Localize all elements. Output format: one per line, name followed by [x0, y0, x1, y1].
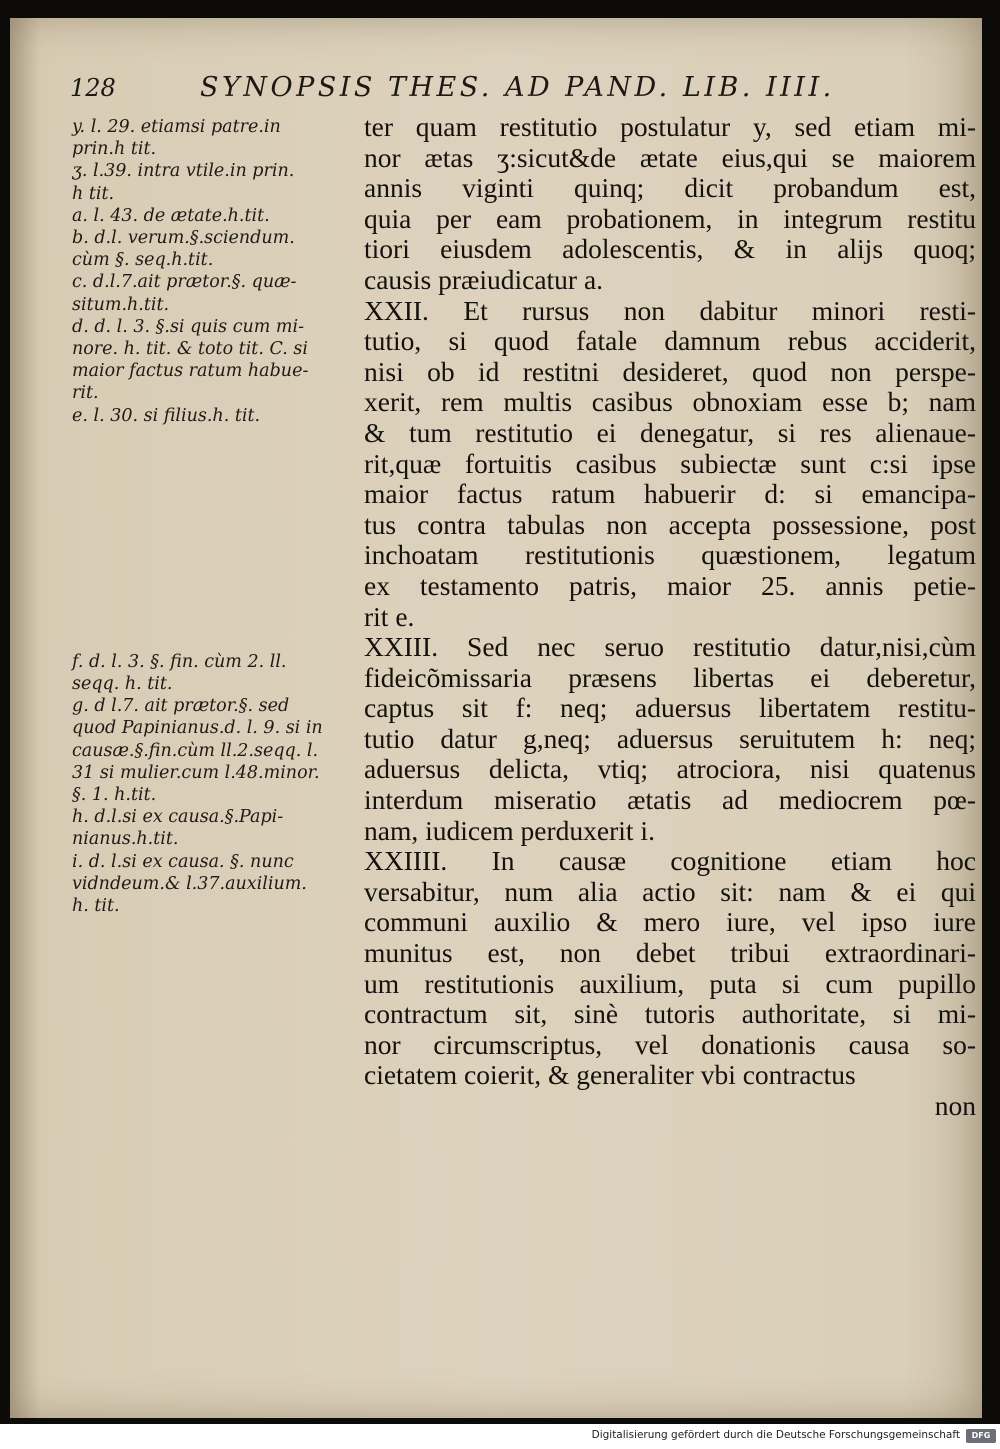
- text-line: nam, iudicem perduxerit i.: [364, 814, 655, 846]
- text-line: ex testamento patris, maior 25. annis petie-: [364, 569, 976, 601]
- text-line: um restitutionis auxilium, puta si cum pupillo: [364, 967, 976, 999]
- text-line: XXIIII. In causæ cognitione etiam hoc: [364, 845, 976, 877]
- margin-note-line: quod Papinianus.d. l. 9. si in: [72, 718, 323, 739]
- margin-note-line: cùm §. seq.h.tit.: [72, 250, 214, 271]
- margin-note-line: i. d. l.si ex causa. §. nunc: [72, 851, 294, 872]
- dfg-logo-icon: DFG: [966, 1429, 996, 1443]
- margin-note-line: 31 si mulier.cum l.48.minor.: [72, 762, 320, 783]
- margin-note-line: nianus.h.tit.: [72, 829, 179, 850]
- text-line: versabitur, num alia actio sit: nam & ei qui: [364, 875, 976, 907]
- margin-notes-group-1: [72, 116, 362, 427]
- text-line: annis viginti quinq; dicit probandum est,: [364, 172, 976, 204]
- paragraph-xxii: [364, 296, 976, 633]
- paragraph-continuation: [364, 112, 976, 296]
- page-header: [70, 68, 950, 102]
- text-line: nor circumscriptus, vel donationis causa so-: [364, 1028, 976, 1060]
- text-line: inchoatam restitutionis quæstionem, legatum: [364, 539, 976, 571]
- text-line: munitus est, non debet tribui extraordinari-: [364, 937, 976, 969]
- main-text: [364, 112, 976, 1122]
- catchword: non: [934, 1090, 976, 1121]
- margin-note-line: causæ.§.fin.cùm ll.2.seqq. l.: [72, 740, 319, 761]
- text-line: rit,quæ fortuitis casibus subiectæ sunt c:si ipse: [364, 447, 976, 479]
- text-line: contractum sit, sinè tutoris authoritate, si mi-: [364, 998, 976, 1030]
- text-line: nisi ob id restitni desideret, quod non perspe-: [364, 355, 976, 387]
- margin-note-line: e. l. 30. si filius.h. tit.: [72, 405, 261, 426]
- margin-note-line: g. d l.7. ait prætor.§. sed: [72, 696, 290, 717]
- margin-note-line: §. 1. h.tit.: [72, 785, 157, 806]
- text-line: rit e.: [364, 600, 415, 632]
- paragraph-xxiii: [364, 632, 976, 846]
- text-line: captus sit f: neq; aduersus libertatem restitu-: [364, 692, 976, 724]
- margin-notes: [72, 116, 362, 917]
- digitization-footer: [0, 1424, 1000, 1449]
- paragraph-xxiiii: [364, 846, 976, 1091]
- text-line: XXIII. Sed nec seruo restitutio datur,nisi,cùm: [364, 631, 976, 663]
- text-line: communi auxilio & mero iure, vel ipso iure: [364, 906, 976, 938]
- text-line: & tum restitutio ei denegatur, si res alienaue-: [364, 416, 976, 448]
- margin-note-line: f. d. l. 3. §. fin. cùm 2. ll.: [72, 651, 287, 672]
- margin-note-line: a. l. 43. de ætate.h.tit.: [72, 205, 270, 226]
- text-line: quia per eam probationem, in integrum restitu: [364, 202, 976, 234]
- margin-note-line: maior factus ratum habue-: [72, 361, 309, 382]
- text-line: aduersus delicta, vtiq; atrociora, nisi quatenus: [364, 753, 976, 785]
- margin-note-line: b. d.l. verum.§.sciendum.: [72, 228, 295, 249]
- margin-note-line: d. d. l. 3. §.si quis cum mi-: [72, 316, 305, 337]
- page-number: 128: [70, 74, 116, 102]
- text-line: tus contra tabulas non accepta possessione, post: [364, 508, 976, 540]
- text-line: maior factus ratum habuerir d: si emancipa-: [364, 478, 976, 510]
- text-line: tiori eiusdem adolescentis, & in alijs quoq;: [364, 233, 976, 265]
- running-head: SYNOPSIS THES. AD PAND. LIB. IIII.: [200, 72, 835, 103]
- margin-note-line: seqq. h. tit.: [72, 674, 173, 695]
- text-line: causis præiudicatur a.: [364, 263, 604, 295]
- margin-note-line: h. d.l.si ex causa.§.Papi-: [72, 807, 284, 828]
- margin-note-line: c. d.l.7.ait prætor.§. quæ-: [72, 272, 297, 293]
- margin-note-line: nore. h. tit. & toto tit. C. si: [72, 339, 308, 360]
- funding-credit: Digitalisierung gefördert durch die Deutsche Forschungsgemeinschaft: [591, 1429, 960, 1441]
- margin-note-line: h. tit.: [72, 896, 120, 917]
- text-line: cietatem coierit, & generaliter vbi contractus: [364, 1059, 856, 1091]
- text-line: xerit, rem multis casibus obnoxiam esse b; nam: [364, 386, 976, 418]
- text-line: ter quam restitutio postulatur y, sed etiam mi-: [364, 111, 976, 142]
- margin-note-line: prin.h tit.: [72, 139, 157, 160]
- margin-note-line: situm.h.tit.: [72, 294, 170, 315]
- margin-note-line: ʒ. l.39. intra vtile.in prin.: [72, 161, 295, 182]
- text-line: tutio datur g,neq; aduersus seruitutem h: neq;: [364, 722, 976, 754]
- text-line: fideicõmissaria præsens libertas ei deberetur,: [364, 661, 976, 693]
- margin-note-line: rit.: [72, 383, 99, 404]
- margin-note-line: vidndeum.& l.37.auxilium.: [72, 873, 307, 894]
- margin-note-line: y. l. 29. etiamsi patre.in: [72, 117, 281, 137]
- text-line: nor ætas ʒ:sicut&de ætate eius,qui se maiorem: [364, 141, 976, 173]
- margin-note-line: h tit.: [72, 183, 115, 204]
- text-line: XXII. Et rursus non dabitur minori resti-: [364, 294, 976, 326]
- margin-notes-group-2: [72, 651, 362, 917]
- text-line: interdum miseratio ætatis ad mediocrem pœ-: [364, 784, 976, 816]
- text-line: tutio, si quod fatale damnum rebus acciderit,: [364, 325, 976, 357]
